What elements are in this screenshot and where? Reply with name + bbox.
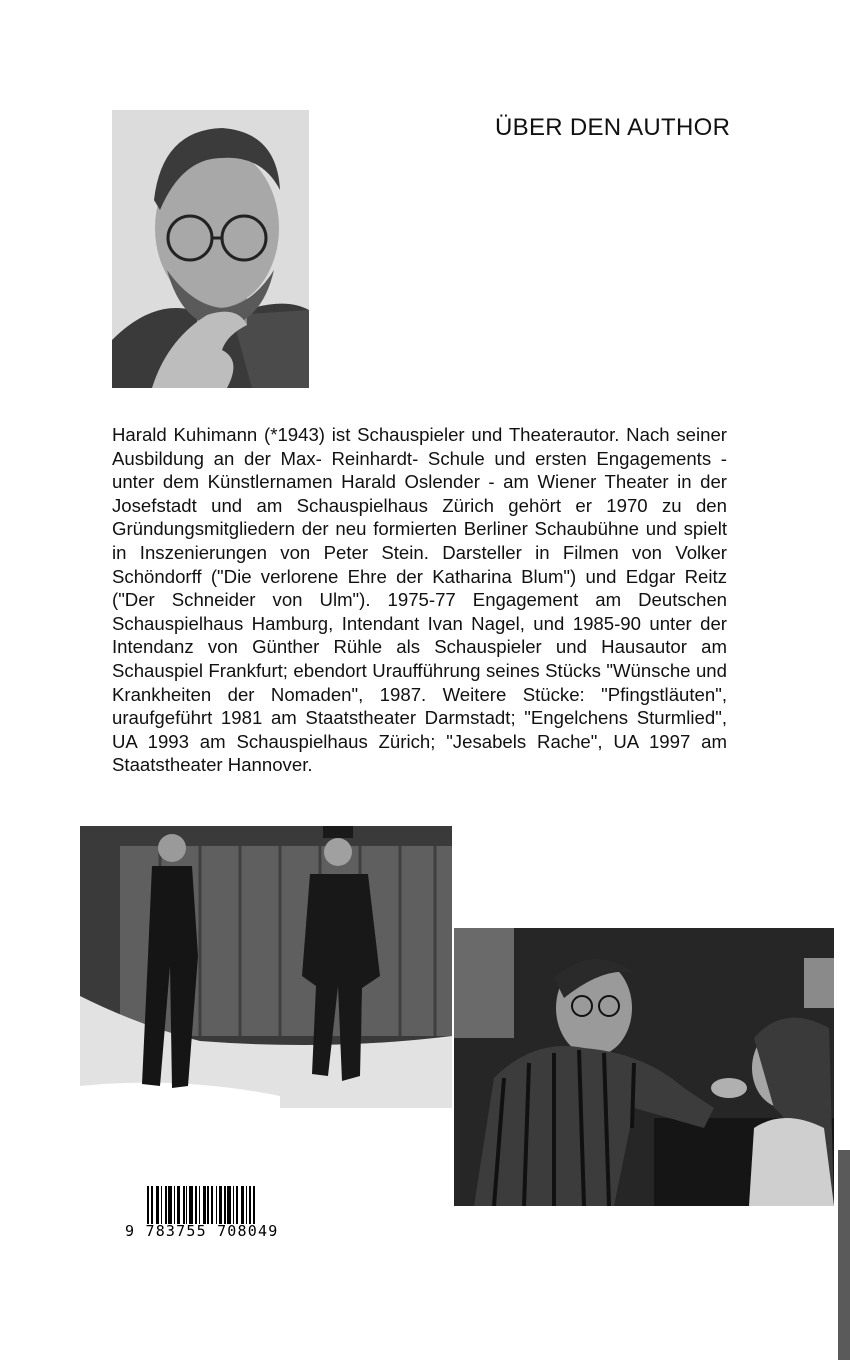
section-heading: ÜBER DEN AUTHOR bbox=[495, 114, 731, 141]
edge-photo-strip bbox=[838, 1150, 850, 1360]
author-portrait-photo bbox=[112, 110, 309, 388]
author-biography: Harald Kuhimann (*1943) ist Schauspieler und Theaterautor. Nach seiner Ausbildung an der Max- Reinhardt- Schule und ersten Engagements - unter dem Künstlernamen Harald Oslender - am Wiener Theater in der Josefstadt und am Schauspielhaus Zürich gehört er 1970 zu den Gründungsmitgliedern der neu formierten Berliner Schaubühne und spielt in Inszenierungen von Peter Stein. Darsteller in Filmen von Volker Schöndorff ("Die verlorene Ehre der Katharina Blum") und Edgar Reitz ("Der Schneider von Ulm"). 1975-77 Engagement am Deutschen Schauspielhaus Hamburg, Intendant Ivan Nagel, und 1985-90 unter der Intendanz von Günther Rühle als Schauspieler und Hausautor am Schauspiel Frankfurt; ebendort Uraufführung seines Stücks "Wünsche und Krankheiten der Nomaden", 1987. Weitere Stücke: "Pfingstläuten", uraufgeführt 1981 am Staatstheater Darmstadt; "Engelchens Sturmlied", UA 1993 am Schauspielhaus Zürich; "Jesabels Rache", UA 1997 am Staatstheater Hannover. bbox=[112, 424, 727, 776]
barcode-bars bbox=[147, 1186, 315, 1224]
isbn-barcode bbox=[125, 1186, 315, 1240]
stage-scene-photo bbox=[80, 826, 452, 1108]
film-still-photo bbox=[454, 928, 834, 1206]
isbn-number: 9 783755 708049 bbox=[125, 1222, 279, 1240]
